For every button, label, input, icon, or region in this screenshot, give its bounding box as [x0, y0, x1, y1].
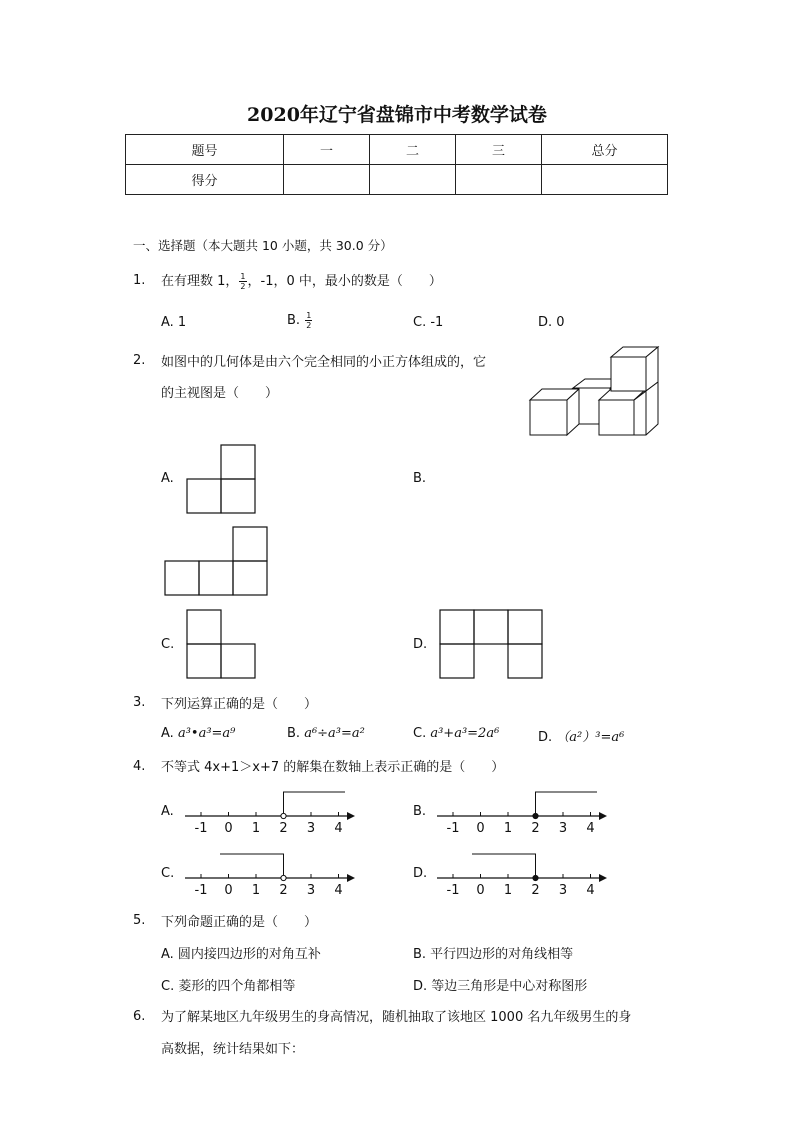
number-line-option-c: [185, 850, 357, 900]
question-2-line-2: 的主视图是（ ）: [161, 386, 279, 401]
option-expression: a³+a³=2a⁶: [430, 726, 500, 741]
tick-label: -1: [446, 883, 460, 898]
score-cell: [542, 165, 668, 195]
option-c: C.: [161, 866, 175, 881]
tick-label: 1: [251, 883, 261, 898]
tick-label: -1: [194, 883, 208, 898]
option-label: D.: [538, 730, 557, 745]
question-6-line-1: 为了解某地区九年级男生的身高情况，随机抽取了该地区 1000 名九年级男生的身: [161, 1010, 632, 1025]
cube-face: [599, 400, 634, 435]
page-title: 2020年辽宁省盘锦市中考数学试卷: [247, 104, 547, 126]
tick-label: -1: [194, 821, 208, 836]
solution-ray: [220, 854, 284, 878]
option-a: [161, 726, 235, 741]
tick-label: 4: [334, 883, 343, 898]
question-5-stem: 下列命题正确的是（ ）: [161, 915, 318, 930]
tick-label: 2: [531, 821, 540, 836]
fraction: [305, 311, 312, 330]
option-d: D.: [413, 866, 428, 881]
tick-label: 3: [558, 883, 568, 898]
option-a: A.: [161, 804, 174, 819]
score-table-header-row: [126, 135, 668, 165]
score-row-label: 得分: [126, 165, 284, 195]
tick-label: -1: [446, 821, 460, 836]
option-label: B.: [287, 726, 305, 741]
arrow-icon: [347, 874, 355, 882]
cube-face: [530, 400, 567, 435]
tick-label: 0: [476, 821, 485, 836]
option-a: A.: [161, 471, 174, 486]
number-line-option-a: [185, 788, 357, 838]
front-view-option-a: [187, 444, 257, 514]
score-table-header: 题号: [126, 135, 284, 165]
tick-label: 2: [531, 883, 540, 898]
section-heading: 一、选择题（本大题共 10 小题，共 30.0 分）: [133, 238, 393, 253]
fraction-denominator: 2: [306, 321, 312, 330]
option-d: [538, 726, 624, 745]
question-1-stem: [161, 270, 442, 291]
score-table: [125, 134, 668, 195]
solid-point: [533, 875, 538, 880]
option-d: D. 等边三角形是中心对称图形: [413, 979, 588, 994]
option-b: [287, 726, 365, 741]
front-view-option-d: [440, 610, 545, 680]
question-3-stem: 下列运算正确的是（ ）: [161, 697, 318, 712]
question-6-line-2: 高数据，统计结果如下：: [161, 1042, 305, 1057]
score-cell: [370, 165, 456, 195]
option-label: A.: [161, 726, 178, 741]
solution-ray: [472, 854, 536, 878]
solution-ray: [536, 792, 598, 816]
score-table-header: 总分: [542, 135, 668, 165]
option-c: C. -1: [413, 315, 444, 330]
tick-label: 0: [476, 883, 485, 898]
option-a: A. 圆内接四边形的对角互补: [161, 947, 321, 962]
tick-label: 3: [306, 883, 316, 898]
question-number: 3.: [133, 695, 146, 710]
cube-face: [611, 357, 646, 391]
option-b: B.: [413, 804, 427, 819]
option-expression: （a²）³=a⁶: [556, 730, 625, 745]
tick-label: 4: [586, 821, 595, 836]
option-c: C.: [161, 637, 175, 652]
solid-point: [533, 813, 538, 818]
tick-label: 3: [558, 821, 568, 836]
front-view-option-b: [165, 527, 270, 597]
question-2-line-1: 如图中的几何体是由六个完全相同的小正方体组成的，它: [161, 355, 487, 370]
fraction: [239, 272, 246, 291]
option-c: C. 菱形的四个角都相等: [161, 979, 296, 994]
arrow-icon: [599, 874, 607, 882]
question-1-text-a: 在有理数 1，: [161, 274, 239, 289]
question-number: 1.: [133, 273, 146, 288]
tick-label: 0: [224, 821, 233, 836]
score-table-header: 一: [284, 135, 370, 165]
score-table-header: 二: [370, 135, 456, 165]
tick-label: 3: [306, 821, 316, 836]
score-cell: [284, 165, 370, 195]
tick-label: 4: [586, 883, 595, 898]
question-number: 4.: [133, 759, 146, 774]
option-d: D. 0: [538, 315, 565, 330]
option-expression: a³•a³=a⁹: [177, 726, 236, 741]
score-table-row: [126, 165, 668, 195]
number-line-option-d: [437, 850, 609, 900]
fraction-numerator: 1: [240, 272, 246, 281]
fraction-numerator: 1: [306, 311, 312, 320]
number-line-option-b: [437, 788, 609, 838]
tick-label: 0: [224, 883, 233, 898]
fraction-denominator: 2: [240, 282, 246, 291]
tick-label: 1: [503, 883, 513, 898]
option-b: B. 平行四边形的对角线相等: [413, 947, 574, 962]
tick-label: 4: [334, 821, 343, 836]
arrow-icon: [599, 812, 607, 820]
cube-solid-figure: [528, 345, 663, 440]
tick-label: 1: [503, 821, 513, 836]
question-number: 2.: [133, 353, 146, 368]
question-number: 6.: [133, 1009, 146, 1024]
question-4-stem: 不等式 4x+1＞x+7 的解集在数轴上表示正确的是（ ）: [161, 760, 505, 775]
score-table-header: 三: [456, 135, 542, 165]
solution-ray: [284, 792, 346, 816]
option-label: C.: [413, 726, 431, 741]
hollow-point: [281, 875, 286, 880]
option-b-label: B.: [287, 313, 305, 328]
front-view-option-c: [187, 610, 257, 680]
tick-label: 1: [251, 821, 261, 836]
tick-label: 2: [279, 821, 288, 836]
option-b: B.: [413, 471, 427, 486]
hollow-point: [281, 813, 286, 818]
tick-label: 2: [279, 883, 288, 898]
question-1-text-b: ，-1，0 中，最小的数是（ ）: [247, 274, 442, 289]
option-c: [413, 726, 499, 741]
option-a: A. 1: [161, 315, 187, 330]
option-b: [287, 311, 313, 330]
option-expression: a⁶÷a³=a²: [304, 726, 365, 741]
option-d: D.: [413, 637, 428, 652]
score-cell: [456, 165, 542, 195]
arrow-icon: [347, 812, 355, 820]
question-number: 5.: [133, 913, 146, 928]
